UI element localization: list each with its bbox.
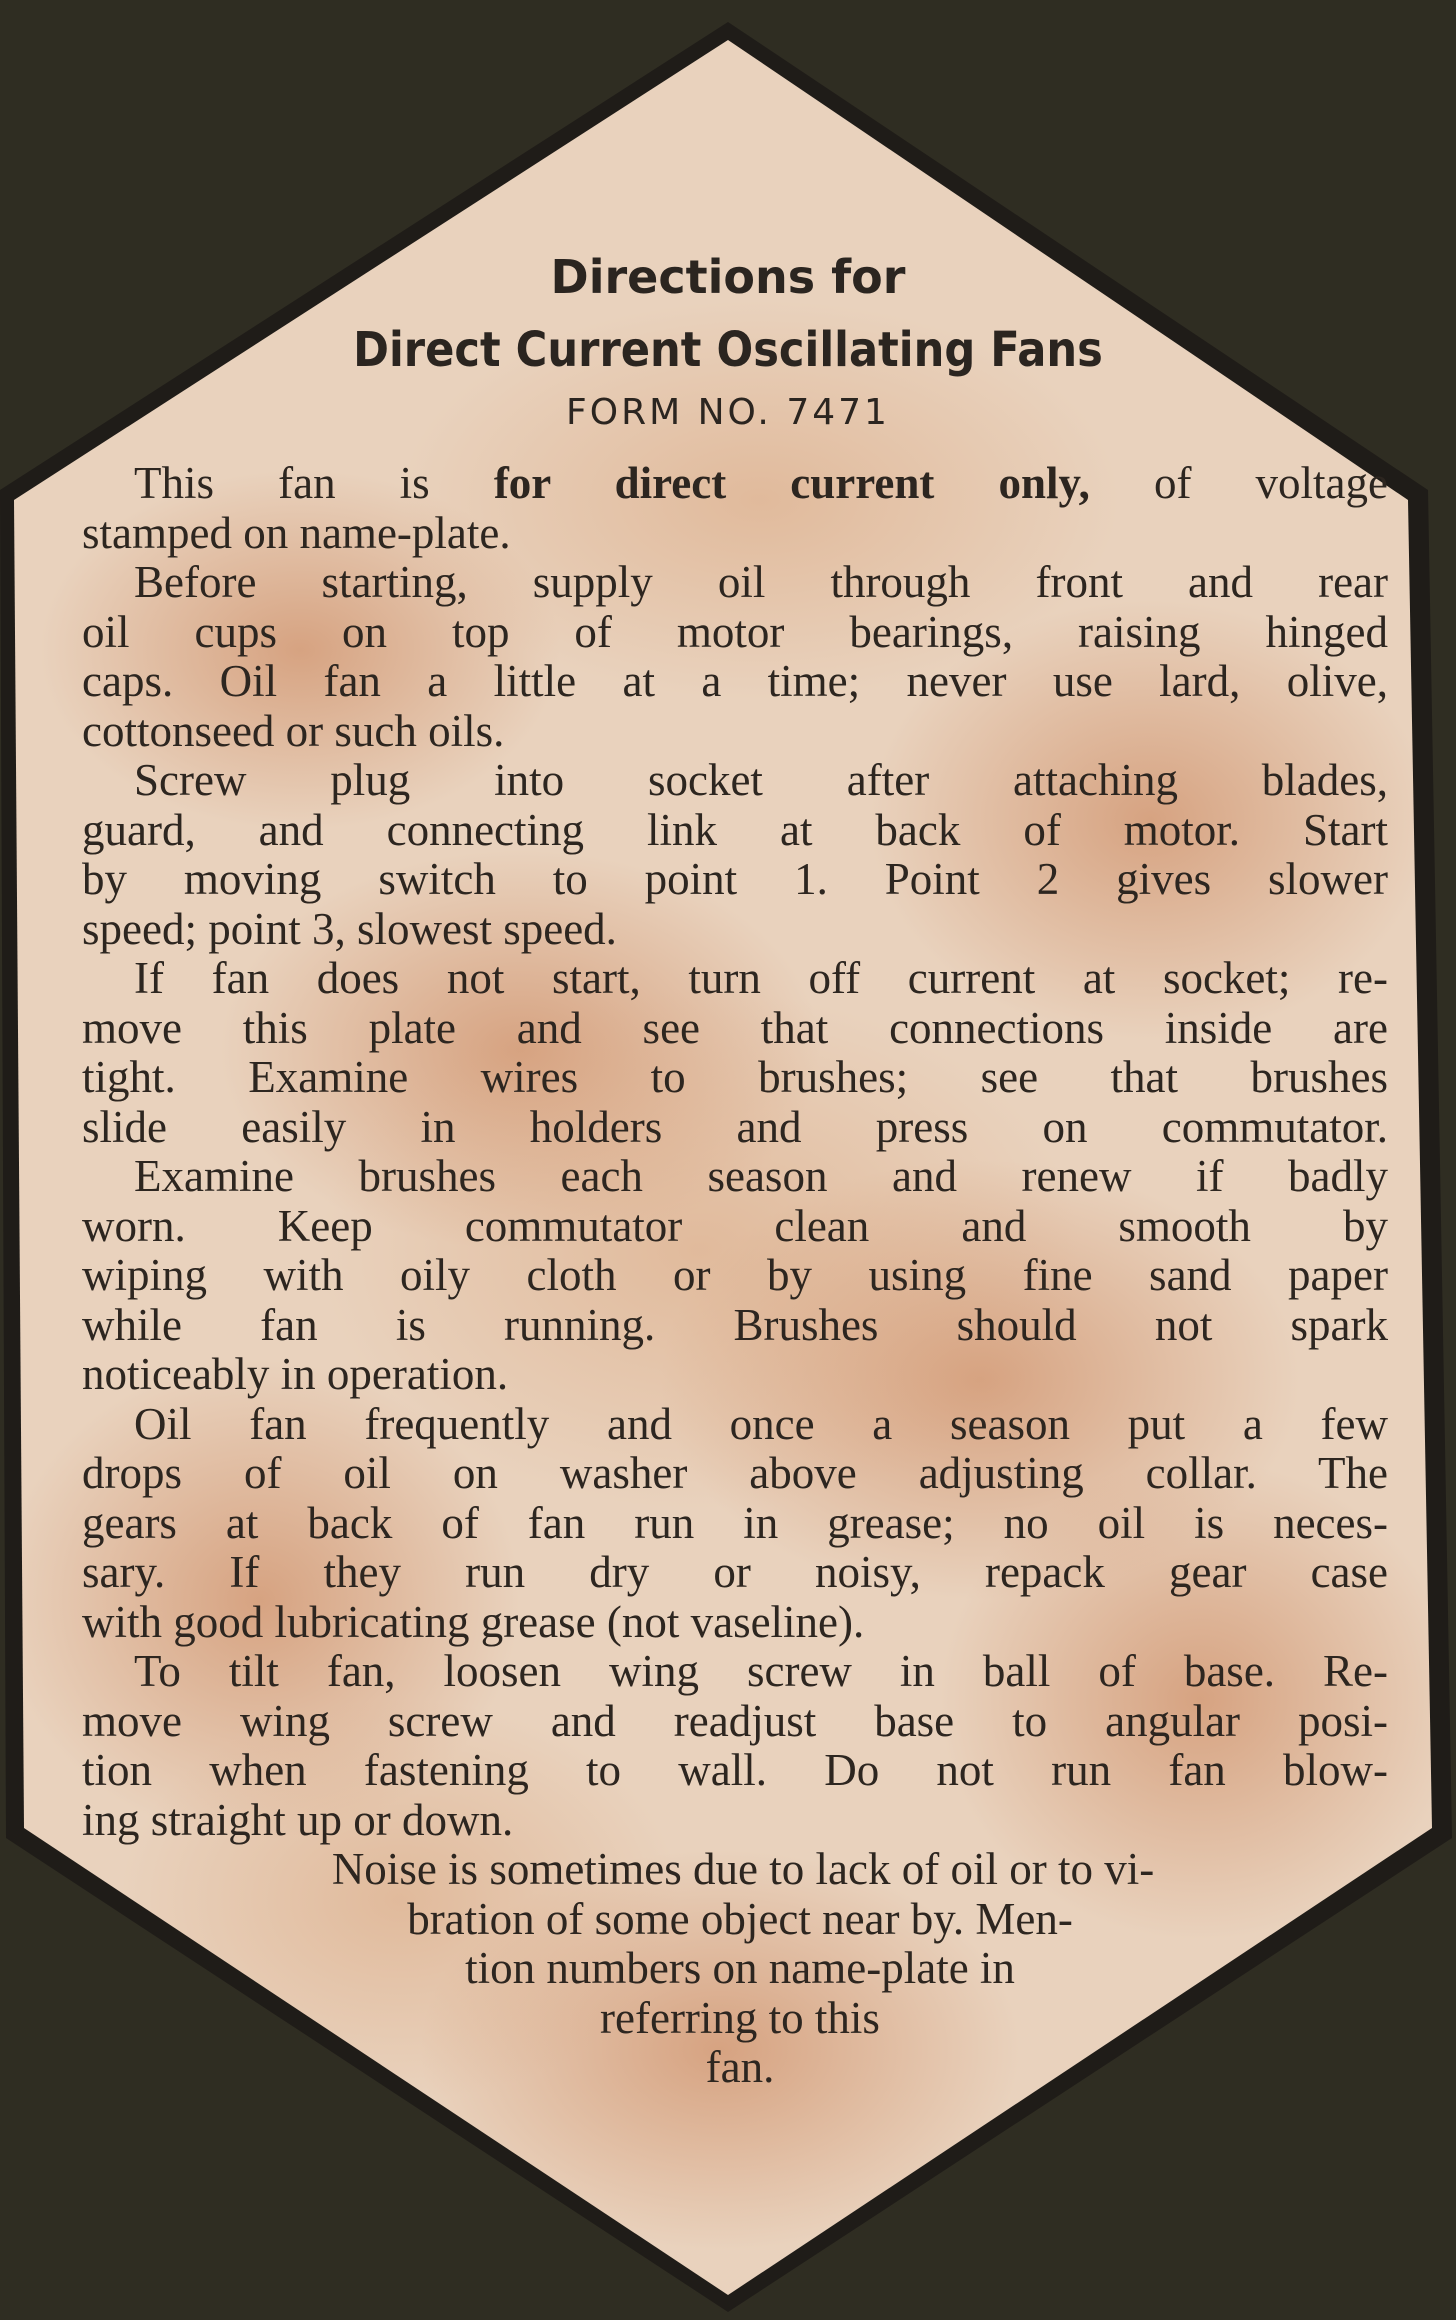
- body-line: Screw plug into socket after attaching blades,: [134, 755, 1388, 805]
- body-line: Examine brushes each season and renew if badly: [134, 1151, 1388, 1201]
- body-line: gears at back of fan run in grease; no oil is neces-: [82, 1497, 1388, 1548]
- body-line: tion when fastening to wall. Do not run fan blow-: [82, 1745, 1388, 1795]
- body-line: move this plate and see that connections inside are: [82, 1002, 1388, 1053]
- form-label: FORM NO.: [566, 392, 772, 433]
- body-line: with good lubricating grease (not vaseline).: [82, 1596, 865, 1647]
- body-line: Noise is sometimes due to lack of oil or to vi-: [331, 1844, 1155, 1894]
- body-line: stamped on name-plate.: [82, 507, 511, 558]
- body-line: while fan is running. Brushes should not spark: [82, 1299, 1388, 1350]
- body-line: referring to this: [600, 1992, 880, 2043]
- heading-subtitle: Direct Current Oscillating Fans: [353, 322, 1103, 378]
- body-line: wiping with oily cloth or by using fine sand paper: [82, 1250, 1388, 1300]
- body-line: tight. Examine wires to brushes; see that brushes: [82, 1052, 1388, 1102]
- body-line: oil cups on top of motor bearings, raising hinged: [82, 606, 1388, 657]
- body-line: noticeably in operation.: [82, 1349, 509, 1399]
- body-line: move wing screw and readjust base to angular posi-: [82, 1695, 1388, 1746]
- body-line: by moving switch to point 1. Point 2 gives slower: [82, 854, 1388, 904]
- form-number-line: [0, 392, 1456, 433]
- body-line: bration of some object near by. Men-: [407, 1893, 1073, 1944]
- body-line: Before starting, supply oil through front and rear: [134, 557, 1388, 607]
- body-text: of voltage: [1089, 458, 1388, 508]
- body-line: tion numbers on name-plate in: [465, 1943, 1015, 1993]
- body-line: sary. If they run dry or noisy, repack gear case: [82, 1547, 1388, 1597]
- body-line: Oil fan frequently and once a season put a few: [134, 1398, 1388, 1449]
- body-line: To tilt fan, loosen wing screw in ball of base. Re-: [134, 1646, 1388, 1696]
- body-text: This fan is: [134, 458, 494, 508]
- body-line: guard, and connecting link at back of motor. Start: [82, 804, 1388, 855]
- body-line: slide easily in holders and press on commutator.: [82, 1101, 1388, 1152]
- body-line: worn. Keep commutator clean and smooth by: [82, 1200, 1388, 1251]
- body-line: ing straight up or down.: [82, 1794, 514, 1845]
- body-line: drops of oil on washer above adjusting collar. The: [82, 1448, 1388, 1498]
- body-line: caps. Oil fan a little at a time; never use lard, olive,: [82, 656, 1388, 706]
- body-line: If fan does not start, turn off current at socket; re-: [134, 953, 1388, 1003]
- body-line: fan.: [705, 2042, 775, 2092]
- form-number: 7471: [786, 392, 890, 433]
- body-line: speed; point 3, slowest speed.: [82, 903, 617, 954]
- body-line: [134, 458, 1388, 508]
- body-line: cottonseed or such oils.: [82, 705, 505, 756]
- heading-title: Directions for: [550, 250, 906, 304]
- body-emphasis: for direct current only,: [493, 458, 1090, 508]
